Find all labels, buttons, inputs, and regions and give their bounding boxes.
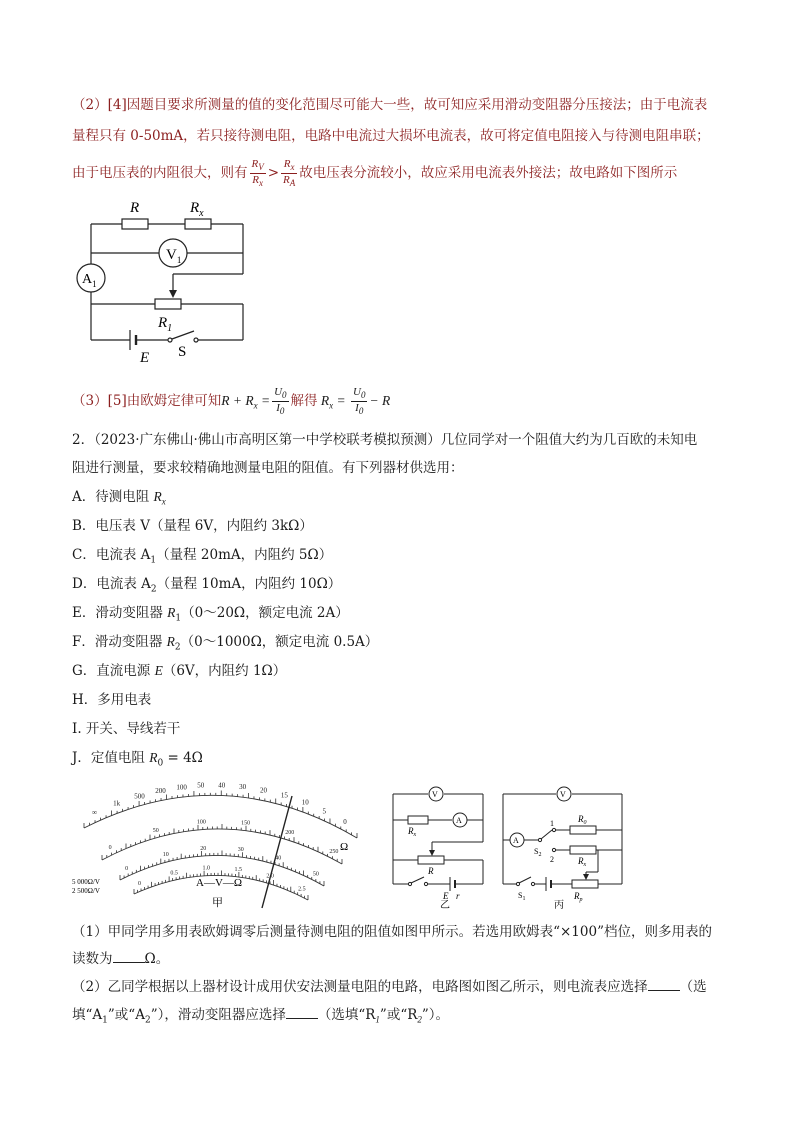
svg-text:R0: $R_0$ xyxy=(578,814,587,826)
meter-scale-label: 30 xyxy=(237,846,244,853)
meter-scale-label: 150 xyxy=(241,820,251,827)
svg-text:S1: $S_1$ xyxy=(518,891,526,902)
meter-scale-label: ∞ xyxy=(92,808,98,817)
meter-center-label: A—V—Ω xyxy=(196,877,243,889)
svg-text:E: E xyxy=(443,891,449,901)
option-d: D．电流表 $A_2$（量程 10mA，内阻约 10Ω） xyxy=(72,576,342,595)
option-g: G．直流电源 E（6V，内阻约 1Ω） xyxy=(72,663,287,679)
meter-scale-label: 50 xyxy=(152,827,159,834)
option-j: J．定值电阻 $R_0 = 4\Omega$ xyxy=(72,750,203,769)
fraction-rx-ra: $\frac{R_x}{R_A}$ xyxy=(283,158,296,189)
solution-2-line2: 量程只有 0-50mA，若只接待测电阻，电路中电流过大损坏电流表，故可将定值电阻接入与待测电阻串联； xyxy=(72,128,710,144)
meter-scale-label: 50 xyxy=(312,871,319,878)
fraction-rv-rx: $\frac{R_V}{R_x}$ xyxy=(251,158,264,189)
option-a: A．待测电阻 $R_x$ xyxy=(72,489,166,507)
greater-than: > xyxy=(267,165,280,182)
label-R: R xyxy=(130,200,140,216)
question-2-line2: 填“$A_1$”或“$A_2$”），滑动变阻器应选择 （选填“$R_1$”或“$R_2$”）。 xyxy=(72,1007,450,1026)
svg-text:A: A xyxy=(513,836,519,845)
meter-scale-label: 0 xyxy=(343,817,347,826)
problem-2-line2: 阻进行测量，要求较精确地测量电阻的阻值。有下列器材供选用： xyxy=(72,460,464,476)
solution-2-line3-b: 故电压表分流较小，故应采用电流表外接法；故电路如下图所示 xyxy=(299,165,678,182)
svg-text:R1: $R_1$ xyxy=(158,315,173,334)
meter-scale-label: 100 xyxy=(196,819,206,826)
svg-text:V: V xyxy=(560,790,566,799)
meter-scale-label: 10 xyxy=(162,852,169,859)
answer-blank-1[interactable] xyxy=(113,950,145,963)
svg-text:2: 2 xyxy=(550,855,554,864)
option-f: F．滑动变阻器 $R_2(0\sim 1000\Omega$，额定电流 0.5A） xyxy=(72,634,379,653)
meter-scale-label: 50 xyxy=(197,781,205,790)
svg-text:S2: $S_2$ xyxy=(534,847,542,858)
circuit-diagram-bing xyxy=(498,784,628,909)
meter-scale-label: 100 xyxy=(176,783,187,792)
svg-text:Ω: Ω xyxy=(340,841,349,853)
option-b: B．电压表 V（量程 6V，内阻约 3kΩ） xyxy=(72,518,313,534)
svg-text:V: V xyxy=(432,790,438,799)
meter-scale-label: 0 xyxy=(138,880,142,887)
svg-text:Rx: $R_x$ xyxy=(408,826,417,838)
meter-scale-label: 10 xyxy=(301,798,309,807)
meter-scale-label: 40 xyxy=(275,855,282,862)
circuit-diagram-yi xyxy=(388,784,488,909)
meter-scale-label: 20 xyxy=(260,786,268,795)
svg-text:2 500Ω/V: 2 500Ω/V xyxy=(72,887,100,895)
svg-text:R: R xyxy=(428,866,434,876)
svg-text:Rx: $R_x$ xyxy=(190,200,204,219)
svg-text:Rx: $R_x$ xyxy=(578,856,587,868)
meter-scale-label: 15 xyxy=(280,791,288,800)
meter-scale-label: 2.5 xyxy=(298,886,306,893)
meter-scale-label: 30 xyxy=(239,783,247,792)
meter-scale-label: 2.0 xyxy=(266,873,274,880)
caption-yi: 乙 xyxy=(440,900,450,909)
solution-2-line3 xyxy=(72,158,677,189)
meter-scale-label: 40 xyxy=(218,781,226,790)
caption-jia: 甲 xyxy=(212,897,223,909)
meter-needle xyxy=(262,796,295,908)
meter-scale-label: 0.5 xyxy=(170,870,178,877)
svg-text:r: r xyxy=(456,891,460,901)
svg-text:A: A xyxy=(456,816,462,825)
multimeter-dial-figure xyxy=(72,768,372,913)
solution-2-line3-a: 由于电压表的内阻很大，则有 xyxy=(72,165,248,182)
svg-text:Rp: $R_p$ xyxy=(574,891,583,903)
caption-bing: 丙 xyxy=(554,900,564,909)
circuit-diagram-1 xyxy=(70,192,260,370)
question-1-line1: （1）甲同学用多用表欧姆调零后测量待测电阻的阻值如图甲所示。若选用欧姆表“×100”档位，则多用表的 xyxy=(72,924,712,940)
meter-scale-label: 500 xyxy=(134,792,145,801)
solution-2-line1: （2）[4]因题目要求所测量的值的变化范围尽可能大一些，故可知应采用滑动变阻器分压接法；由于电流表 xyxy=(72,97,708,113)
meter-scale-label: 5 xyxy=(322,807,326,816)
meter-scale-label: 1.5 xyxy=(234,866,242,873)
meter-scale-label: 20 xyxy=(200,845,207,852)
answer-blank-2[interactable] xyxy=(648,978,680,991)
svg-text:1: 1 xyxy=(550,819,554,828)
label-E: E xyxy=(140,350,150,366)
meter-scale-label: 200 xyxy=(285,830,295,837)
option-h: H．多用电表 xyxy=(72,692,152,708)
meter-scale-label: 250 xyxy=(329,848,339,855)
meter-scale-label: 1.0 xyxy=(202,865,210,872)
answer-blank-3[interactable] xyxy=(286,1006,318,1019)
option-i: I. 开关、导线若干 xyxy=(72,721,181,737)
meter-scale-label: 1k xyxy=(113,799,121,808)
svg-text:A1: $A_1$ xyxy=(82,272,97,289)
question-2-line1: （2）乙同学根据以上器材设计成用伏安法测量电阻的电路，电路图如图乙所示，则电流表应选择 （选 xyxy=(72,979,707,995)
option-e: E．滑动变阻器 $R_1(0\sim 20\Omega$，额定电流 2A） xyxy=(72,605,349,624)
problem-2-line1: 2．（2023·广东佛山·佛山市高明区第一中学校联考模拟预测）几位同学对一个阻值大约为几百欧的未知电 xyxy=(72,432,698,448)
option-c: C．电流表 $A_1$（量程 20mA，内阻约 5Ω） xyxy=(72,547,333,566)
meter-scale-label: 0 xyxy=(125,866,129,873)
question-1-line2: 读数为 Ω。 xyxy=(72,951,170,967)
svg-text:V1: $V_1$ xyxy=(166,247,182,265)
meter-scale-label: 200 xyxy=(155,787,166,796)
meter-scale-label: 0 xyxy=(108,845,112,852)
label-S: S xyxy=(178,344,187,360)
svg-text:5 000Ω/V: 5 000Ω/V xyxy=(72,878,100,886)
solution-3-line: （3）[5]由欧姆定律可知$R + R_x$ = $\frac{U_0}{I_0}$ 解得 $R_x$ = $\frac{U_0}{I_0}$ − R xyxy=(72,386,391,417)
